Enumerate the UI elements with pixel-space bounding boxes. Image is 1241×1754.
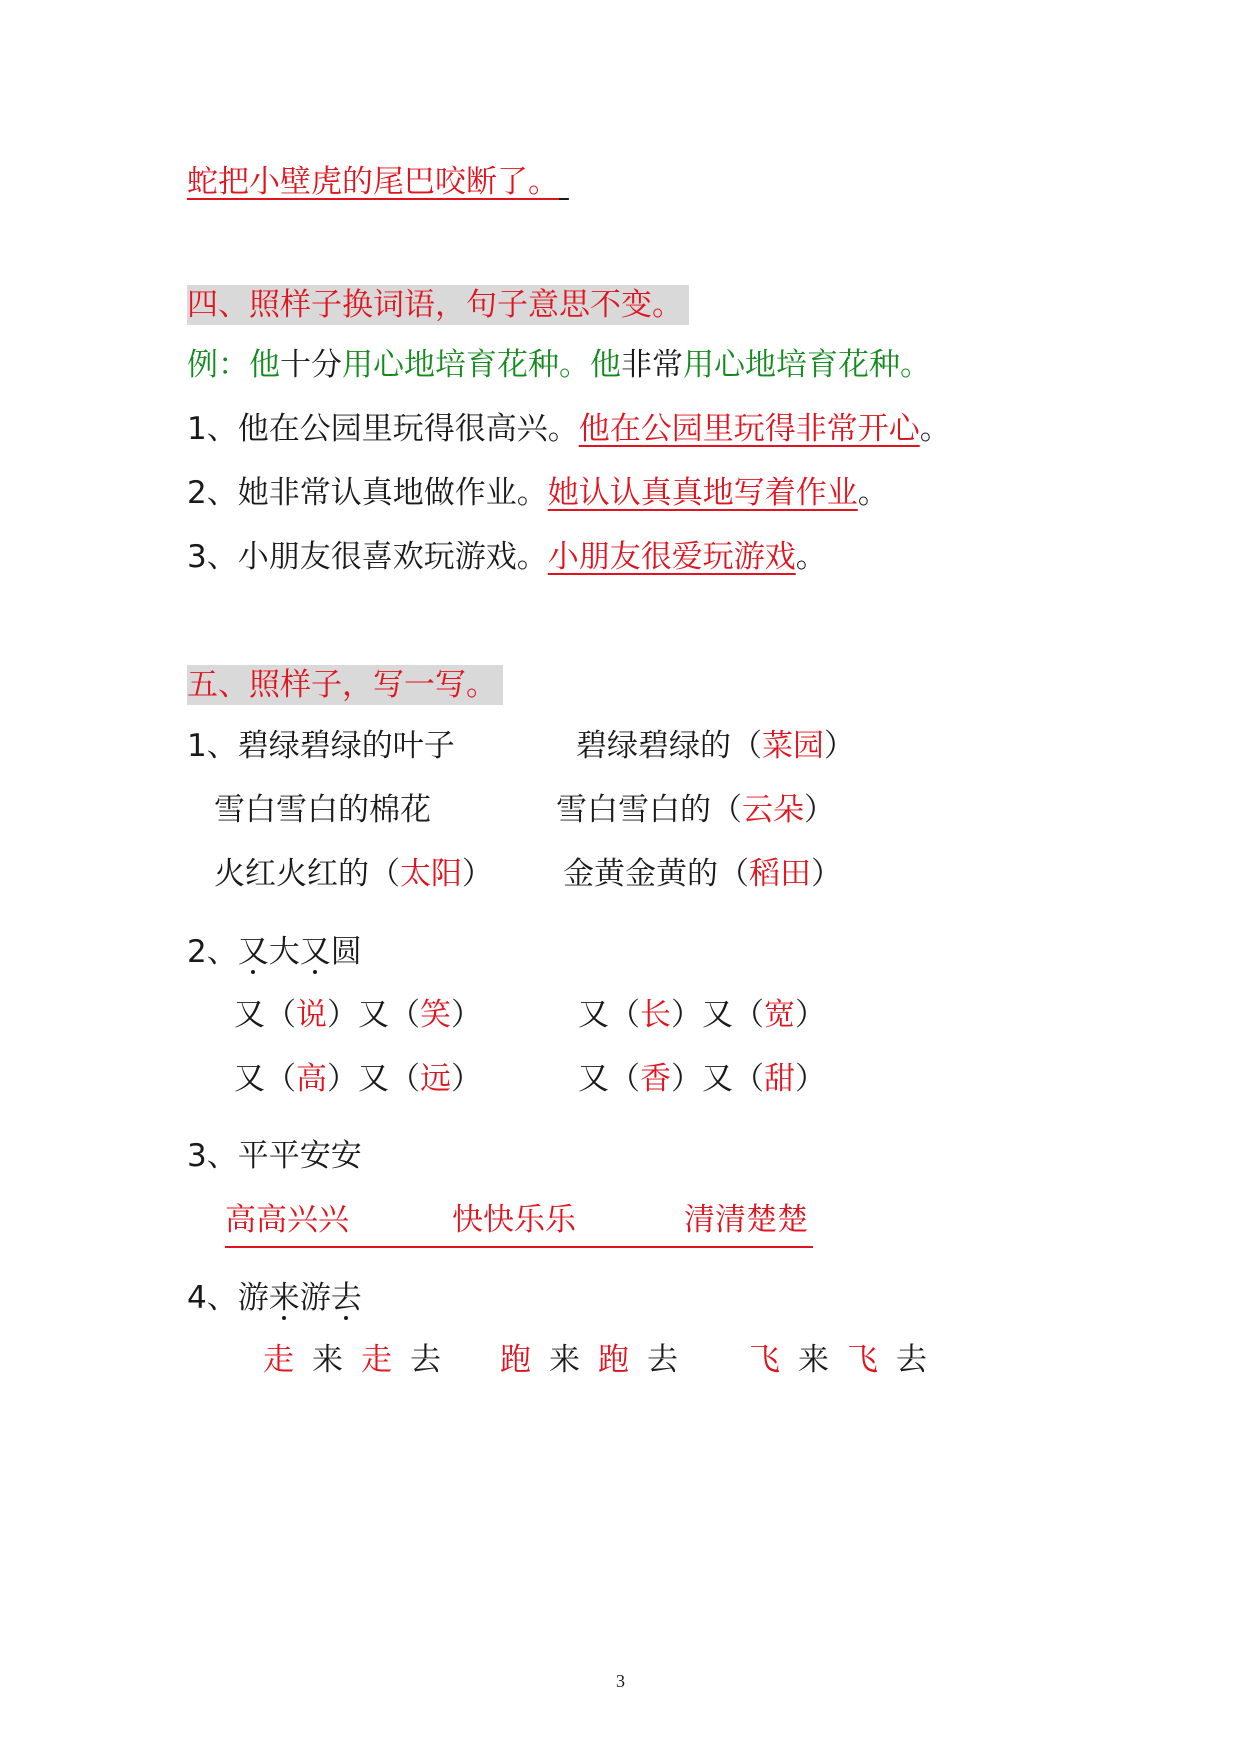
q4-qu: 去 [410,1342,459,1378]
q1-close: ） [811,856,842,892]
q2-answer: 香 [640,1061,671,1097]
q4-qu: 去 [896,1342,945,1378]
q4-label-char: 游 [299,1280,331,1316]
item-answer: 他在公园里玩得非常开心 [578,411,920,447]
q2-answer: 宽 [764,997,795,1033]
q2-you: 又 [234,1061,265,1097]
top-answer-line [187,160,569,204]
q1-row1-stem: 碧绿碧绿的（ [576,728,762,764]
q1-close: ） [804,792,835,828]
section4-item-1 [187,407,951,451]
top-answer: 蛇把小壁虎的尾巴咬断了。 [187,164,559,200]
q2-answer: 甜 [764,1061,795,1097]
q4-lai: 来 [549,1342,598,1378]
q2-close: ） [795,997,826,1033]
q2-label [187,930,362,974]
q2-answer: 远 [420,1061,451,1097]
q2-label-char: 又 [237,934,269,970]
item-question: 1、他在公园里玩得很高兴。 [187,411,579,447]
q2-open: （ [265,1061,296,1097]
item-question: 3、小朋友很喜欢玩游戏。 [187,539,548,575]
q2-label-char: 圆 [330,934,362,970]
q4-answer: 飞 [749,1342,798,1378]
q2-you: 又 [234,997,265,1033]
q2-answer: 高 [296,1061,327,1097]
q2-answer: 说 [296,997,327,1033]
q1-close: ） [462,856,493,892]
q4-group-2 [500,1338,696,1382]
q1-row3-left [214,852,493,896]
q4-group-3 [749,1338,945,1382]
q2-you: 又 [702,997,733,1033]
item-end: 。 [857,475,889,511]
q2-close: ） [327,997,358,1033]
q4-label-prefix: 4、 [187,1280,238,1316]
q2-close: ） [671,1061,702,1097]
q1-row1-right [576,724,855,768]
q4-label [187,1276,362,1320]
q1-row2-answer: 云朵 [742,792,804,828]
q2-open: （ [733,997,764,1033]
q1-row3-right-stem: 金黄金黄的（ [563,856,749,892]
q2-close: ） [451,1061,482,1097]
q2-close: ） [451,997,482,1033]
q2-pair-3 [234,1057,482,1101]
q2-pair-2 [578,993,826,1037]
example-prefix: 例：他 [187,347,280,383]
q3-answer: 快快乐乐 [452,1202,576,1238]
item-question: 2、她非常认真地做作业。 [187,475,548,511]
example-word1: 十分 [280,347,342,383]
q2-open: （ [609,997,640,1033]
q4-group-1 [263,1338,459,1382]
q4-label-char: 来 [268,1280,300,1316]
q2-you: 又 [578,997,609,1033]
q1-row3-left-stem: 火红火红的（ [214,856,400,892]
q4-lai: 来 [312,1342,361,1378]
q1-row1-answer: 菜园 [762,728,824,764]
q2-you: 又 [358,1061,389,1097]
q2-close: ） [795,1061,826,1097]
q2-close: ） [671,997,702,1033]
q2-pair-1 [234,993,482,1037]
q2-you: 又 [358,997,389,1033]
q2-label-prefix: 2、 [187,934,238,970]
q2-open: （ [389,1061,420,1097]
q4-answer: 跑 [598,1342,647,1378]
q2-you: 又 [702,1061,733,1097]
q2-open: （ [265,997,296,1033]
q1-row2-left: 雪白雪白的棉花 [214,792,431,828]
q1-row1-left: 1、碧绿碧绿的叶子 [187,728,455,764]
q2-label-char: 又 [299,934,331,970]
section4-item-2 [187,471,889,515]
q4-label-char: 去 [330,1280,362,1316]
section5-heading-line [187,663,503,707]
section4-item-3 [187,535,827,579]
q1-row2-right [556,788,835,832]
q4-answer: 飞 [847,1342,896,1378]
example-mid: 用心地培育花种。他 [342,347,621,383]
item-answer: 小朋友很爱玩游戏 [547,539,796,575]
q4-qu: 去 [647,1342,696,1378]
q2-pair-4 [578,1057,826,1101]
section4-heading-line [187,283,689,327]
q1-close: ） [824,728,855,764]
q4-lai: 来 [798,1342,847,1378]
q1-row2-stem: 雪白雪白的（ [556,792,742,828]
q3-answer: 清清楚楚 [684,1202,808,1238]
example-end: 用心地培育花种。 [683,347,931,383]
section4-heading: 四、照样子换词语，句子意思不变。 [187,285,689,325]
q2-open: （ [733,1061,764,1097]
q1-row3-right [563,852,842,896]
q4-answer: 走 [263,1342,312,1378]
page-number: 3 [616,1671,625,1691]
q3-answer: 高高兴兴 [225,1202,349,1238]
q4-answer: 跑 [500,1342,549,1378]
section5-heading: 五、照样子，写一写。 [187,665,503,705]
item-end: 。 [919,411,951,447]
item-answer: 她认认真真地写着作业 [547,475,858,511]
q2-close: ） [327,1061,358,1097]
q4-label-char: 游 [237,1280,269,1316]
item-end: 。 [795,539,827,575]
q1-row3-right-answer: 稻田 [749,856,811,892]
section4-example [187,343,931,387]
q3-label: 3、平平安安 [187,1138,362,1174]
q2-open: （ [389,997,420,1033]
q2-answer: 长 [640,997,671,1033]
q2-answer: 笑 [420,997,451,1033]
q3-answer-underline [225,1246,813,1248]
q4-answer: 走 [361,1342,410,1378]
q2-you: 又 [578,1061,609,1097]
q2-label-char: 大 [268,934,300,970]
q2-open: （ [609,1061,640,1097]
example-word2: 非常 [621,347,683,383]
q1-row3-left-answer: 太阳 [400,856,462,892]
